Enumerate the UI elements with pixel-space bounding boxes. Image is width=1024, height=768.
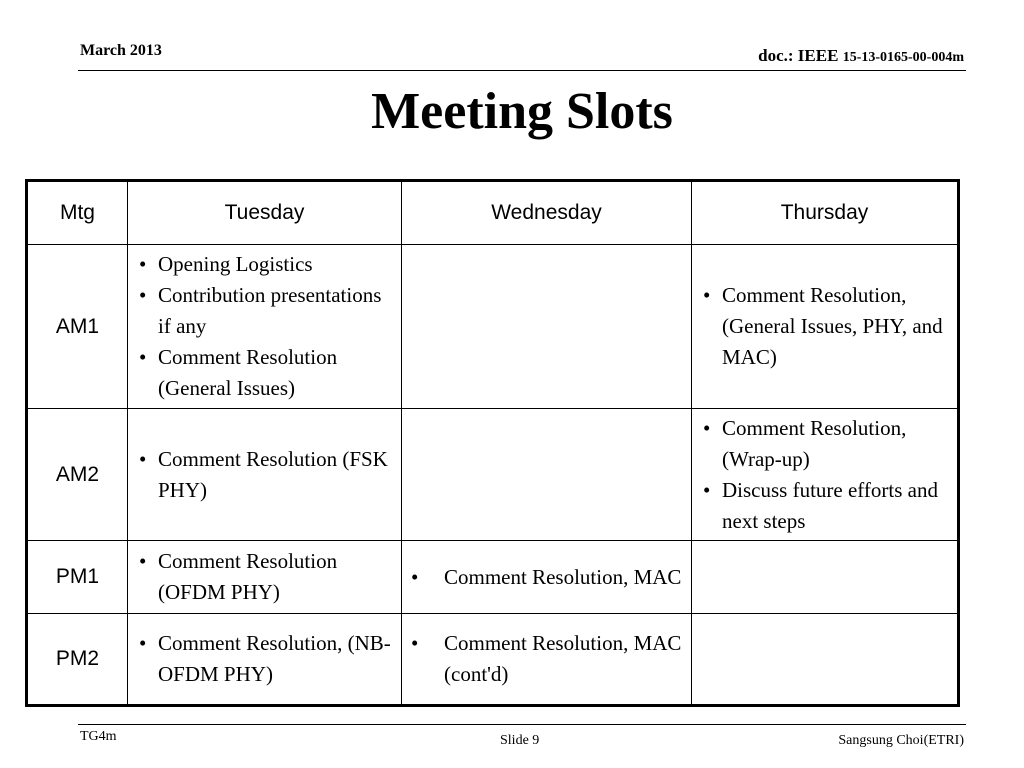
agenda-item: • Opening Logistics xyxy=(128,249,401,280)
agenda-list xyxy=(128,249,401,404)
footer-group-name: TG4m xyxy=(80,729,117,744)
agenda-list xyxy=(692,280,957,373)
agenda-list xyxy=(128,628,401,690)
agenda-item: • Comment Resolution, MAC xyxy=(402,562,691,593)
wednesday-cell xyxy=(402,245,692,409)
page-title: Meeting Slots xyxy=(371,83,673,140)
tuesday-cell xyxy=(128,614,402,706)
wednesday-cell xyxy=(402,541,692,614)
agenda-item: • Comment Resolution (FSK PHY) xyxy=(128,444,401,506)
footer-divider xyxy=(78,724,966,725)
tuesday-cell xyxy=(128,541,402,614)
footer-author: Sangsung Choi(ETRI) xyxy=(838,733,964,748)
header-divider xyxy=(78,70,966,71)
mtg-cell: PM2 xyxy=(27,614,128,706)
agenda-item: • Comment Resolution, (General Issues, PHY, and MAC) xyxy=(692,280,957,373)
meeting-slots-table xyxy=(25,179,960,707)
wednesday-cell xyxy=(402,614,692,706)
tuesday-cell xyxy=(128,245,402,409)
wednesday-cell xyxy=(402,409,692,541)
thursday-cell xyxy=(692,245,959,409)
slide-number: Slide 9 xyxy=(500,733,540,748)
agenda-item: • Comment Resolution (General Issues) xyxy=(128,342,401,404)
thursday-cell xyxy=(692,409,959,541)
column-header-tuesday: Tuesday xyxy=(128,181,402,245)
agenda-item: • Comment Resolution (OFDM PHY) xyxy=(128,546,401,608)
agenda-list xyxy=(128,444,401,506)
header-doc-id xyxy=(758,46,964,66)
header-doc-number: 15-13-0165-00-004m xyxy=(842,50,964,65)
mtg-cell: AM2 xyxy=(27,409,128,541)
header-date: March 2013 xyxy=(80,42,162,59)
header-doc-prefix: doc.: IEEE xyxy=(758,46,839,65)
table-row-am1 xyxy=(27,245,959,409)
table-row-pm1 xyxy=(27,541,959,614)
agenda-item: • Discuss future efforts and next steps xyxy=(692,475,957,537)
agenda-list xyxy=(128,546,401,608)
column-header-thursday: Thursday xyxy=(692,181,959,245)
table-row-pm2 xyxy=(27,614,959,706)
column-header-mtg: Mtg xyxy=(27,181,128,245)
mtg-cell: PM1 xyxy=(27,541,128,614)
agenda-item: • Comment Resolution, (Wrap-up) xyxy=(692,413,957,475)
agenda-item: • Comment Resolution, MAC (cont'd) xyxy=(402,628,691,690)
agenda-item: • Comment Resolution, (NB-OFDM PHY) xyxy=(128,628,401,690)
thursday-cell xyxy=(692,614,959,706)
thursday-cell xyxy=(692,541,959,614)
agenda-list xyxy=(402,562,691,593)
agenda-item: • Contribution presentations if any xyxy=(128,280,401,342)
agenda-list xyxy=(402,628,691,690)
tuesday-cell xyxy=(128,409,402,541)
agenda-list xyxy=(692,413,957,537)
table-header-row xyxy=(27,181,959,245)
mtg-cell: AM1 xyxy=(27,245,128,409)
column-header-wednesday: Wednesday xyxy=(402,181,692,245)
table-row-am2 xyxy=(27,409,959,541)
